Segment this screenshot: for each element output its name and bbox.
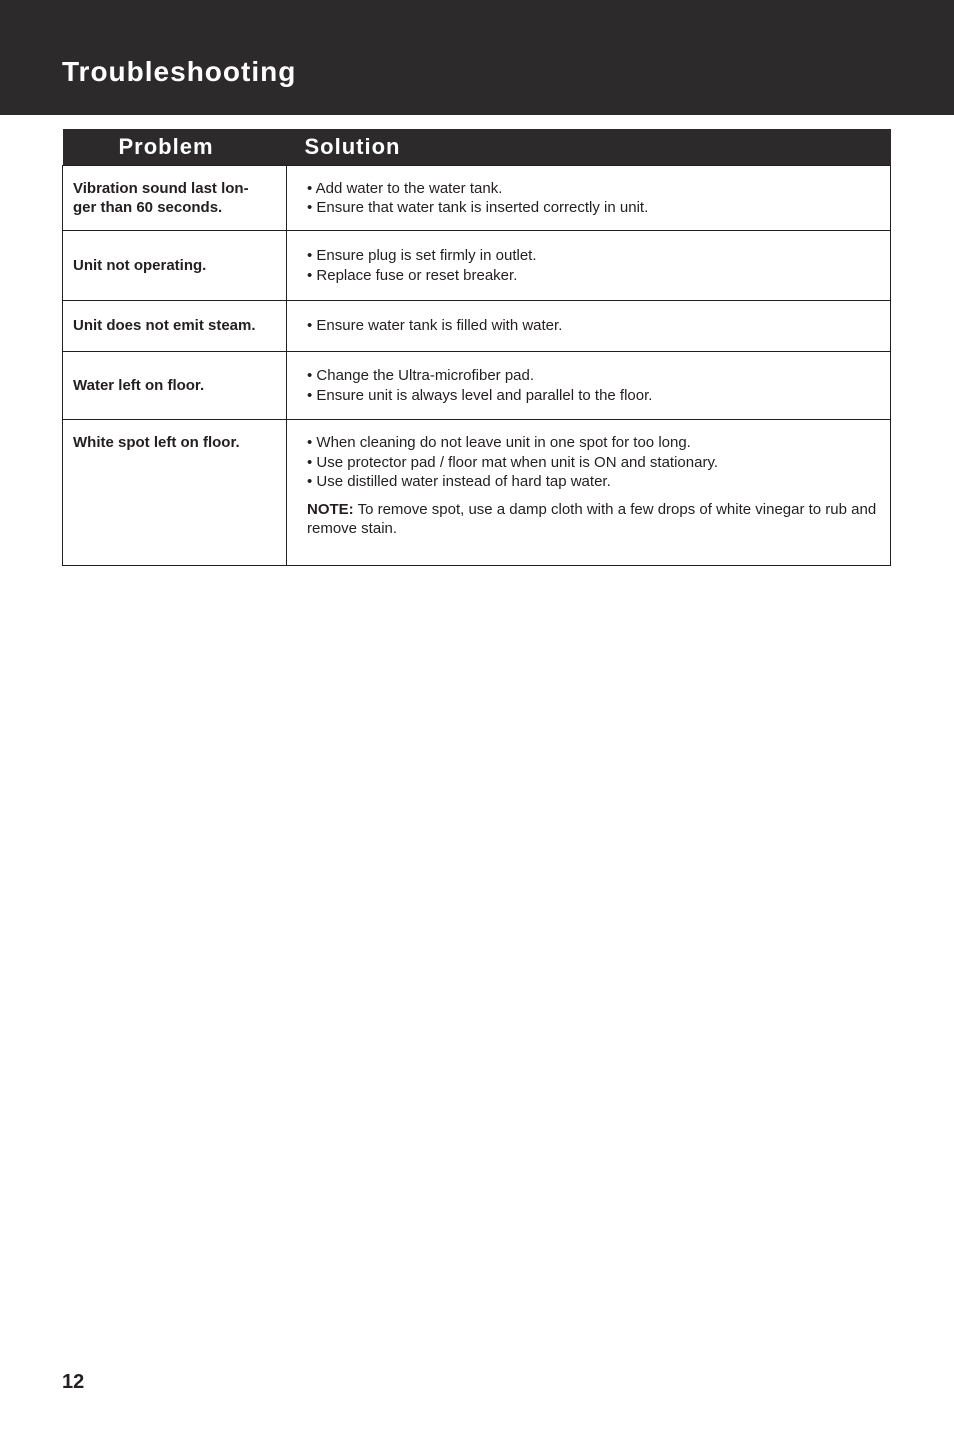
solution-list [307, 366, 878, 405]
solution-list [307, 316, 878, 336]
solution-cell [287, 301, 891, 352]
table-row [63, 301, 891, 352]
table-row [63, 420, 891, 566]
page-title: Troubleshooting [62, 56, 297, 87]
solution-item: • Use distilled water instead of hard tap water. [307, 473, 611, 490]
note [307, 500, 878, 539]
solution-list [307, 246, 878, 285]
problem-cell [63, 301, 287, 352]
problem-text: Water left on floor. [73, 376, 205, 394]
problem-cell [63, 231, 287, 301]
solution-cell [287, 352, 891, 420]
solution-item: • Add water to the water tank. [307, 179, 503, 197]
table-row [63, 352, 891, 420]
solution-item: • Replace fuse or reset breaker. [307, 266, 518, 284]
column-header-problem: Problem [63, 129, 287, 166]
solution-list [307, 179, 878, 218]
solution-cell [287, 420, 891, 566]
solution-item: • Ensure water tank is filled with water. [307, 317, 563, 335]
solution-item: • Ensure unit is always level and parallel to the floor. [307, 386, 653, 404]
column-header-solution: Solution [287, 129, 891, 166]
problem-text: White spot left on floor. [73, 434, 240, 451]
table-row [63, 166, 891, 231]
problem-text: Unit not operating. [73, 256, 207, 274]
note-text: To remove spot, use a damp cloth with a few drops of white vinegar to rub and remove stain. [307, 500, 877, 537]
troubleshooting-table [62, 129, 891, 566]
solution-item: • Ensure that water tank is inserted correctly in unit. [307, 199, 649, 216]
solution-list [307, 433, 878, 492]
note-label: NOTE: [307, 500, 354, 518]
solution-item: • Use protector pad / floor mat when unit is ON and stationary. [307, 453, 718, 471]
solution-item: • When cleaning do not leave unit in one spot for too long. [307, 434, 691, 451]
header-band [0, 0, 954, 115]
solution-cell [287, 231, 891, 301]
page-number: 12 [62, 1371, 85, 1393]
problem-text: Unit does not emit steam. [73, 317, 256, 335]
table-row [63, 231, 891, 301]
problem-cell [63, 420, 287, 566]
problem-text: Vibration sound last lon- ger than 60 seconds. [73, 179, 249, 216]
solution-item: • Ensure plug is set firmly in outlet. [307, 247, 537, 264]
problem-cell [63, 352, 287, 420]
solution-cell [287, 166, 891, 231]
solution-item: • Change the Ultra-microfiber pad. [307, 367, 535, 384]
table-header-row [63, 129, 891, 166]
problem-cell [63, 166, 287, 231]
